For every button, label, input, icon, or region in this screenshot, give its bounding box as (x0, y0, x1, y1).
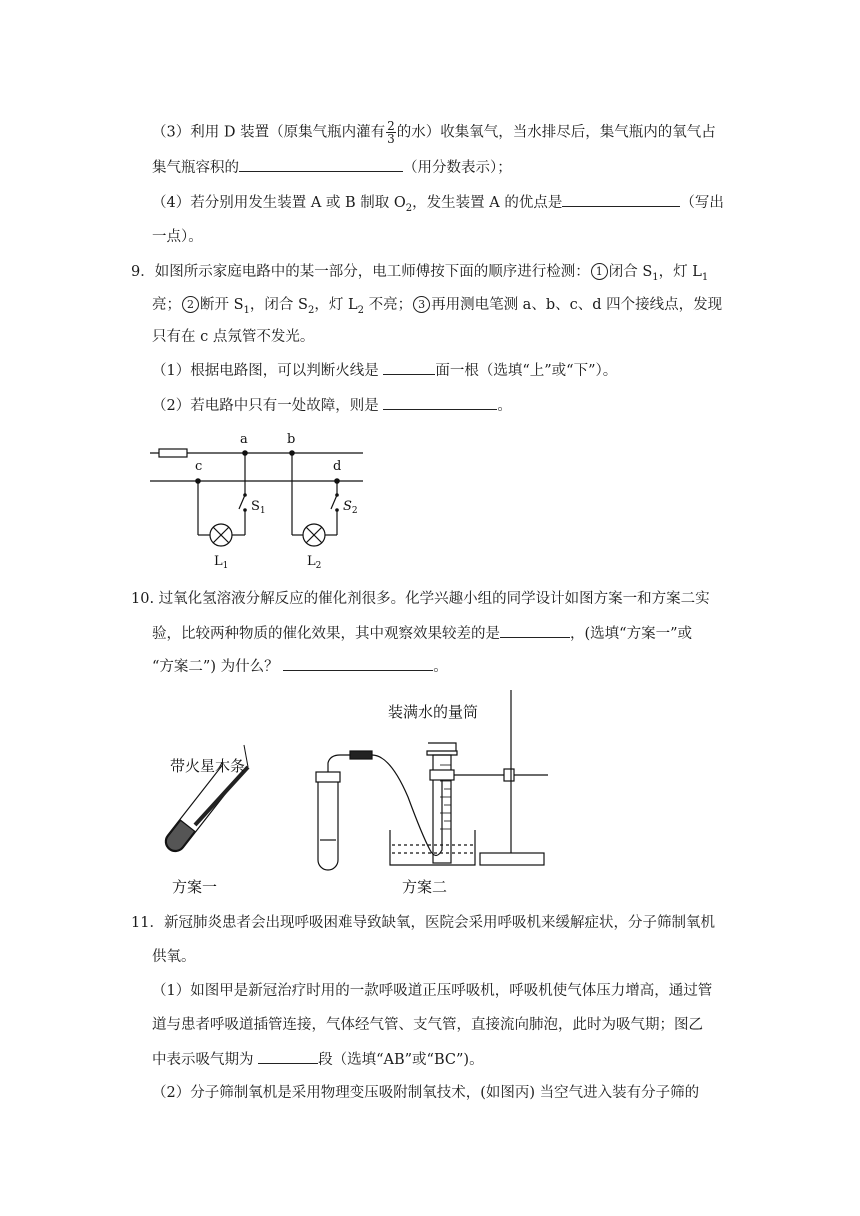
circuit-diagram (145, 425, 370, 575)
splint-label: 带火星木条 (170, 757, 246, 775)
q11-stem-line2: 供氧。 (152, 949, 196, 965)
q8-part4-line2: 一点）。 (152, 229, 203, 245)
fraction-two-thirds: $\frac{2}{3}$ (387, 119, 395, 146)
circled-number-2: 2 (182, 296, 199, 313)
q8-part3-line2: 集气瓶容积的 （用分数表示）； (152, 157, 512, 178)
label-b: b (287, 432, 296, 447)
label-c: c (195, 459, 203, 474)
q11-part1-line1: （1）如图甲是新冠治疗时用的一款呼吸道正压呼吸机，呼吸机使气体压力增高，通过管 (152, 983, 713, 999)
label-l1: $L_1$ (214, 554, 229, 571)
q10-stem-line2: 验，比较两种物质的催化效果，其中观察效果较差的是 ，(选填“方案一”或 (152, 623, 692, 644)
plan2-label: 方案二 (402, 878, 448, 896)
answer-blank-fault[interactable] (383, 395, 497, 410)
q9-stem-line1: 9．如图所示家庭电路中的某一部分，电工师傅按下面的顺序进行检测： 1 闭合 $S_1$，灯 $L_1$ (131, 264, 709, 283)
q10-stem-line3: “方案二”) 为什么？ 。 (152, 656, 448, 677)
q11-part2-line1: （2）分子筛制氧机是采用物理变压吸附制氧技术，(如图丙) 当空气进入装有分子筛的 (152, 1085, 700, 1101)
plan1-label: 方案一 (172, 878, 218, 896)
label-s2: $S_2$ (343, 499, 358, 516)
answer-blank-reason[interactable] (283, 656, 433, 671)
junction-a (242, 450, 248, 456)
q8-part4-line1: （4）若分别用发生装置 A 或 B 制取 $O_2$，发生装置 A 的优点是 （写出 (152, 192, 724, 219)
label-l2: $L_2$ (307, 554, 322, 571)
label-s1: $S_1$ (251, 499, 266, 516)
q11-part1-line2: 道与患者呼吸道插管连接，气体经气管、支气管，直接流向肺泡，此时为吸气期；图乙 (152, 1017, 703, 1033)
junction-d (334, 478, 340, 484)
q9-part1: （1）根据电路图，可以判断火线是 面一根（选填“上”或“下”）。 (152, 360, 617, 381)
answer-blank-plan[interactable] (500, 623, 570, 638)
junction-c (195, 478, 201, 484)
answer-blank-fraction[interactable] (239, 157, 403, 172)
circled-number-1: 1 (591, 263, 608, 280)
experiment-diagram (140, 685, 560, 900)
junction-b (289, 450, 295, 456)
q8-part3-line1: （3）利用 D 装置（原集气瓶内灌有 $\frac{2}{3}$ 的水）收集氧气，当水排尽后，集气瓶内的氧气占 (152, 119, 716, 146)
answer-blank-segment[interactable] (258, 1049, 318, 1064)
q9-stem-line3: 只有在 c 点氖管不发光。 (152, 329, 315, 345)
circled-number-3: 3 (413, 296, 430, 313)
glowing-splint (195, 767, 248, 825)
answer-blank-live-wire[interactable] (383, 360, 435, 375)
q11-stem-line1: 11．新冠肺炎患者会出现呼吸困难导致缺氧，医院会采用呼吸机来缓解症状，分子筛制氧机 (131, 915, 715, 931)
q9-part2: （2）若电路中只有一处故障，则是 。 (152, 395, 512, 416)
q10-stem-line1: 10. 过氧化氢溶液分解反应的催化剂很多。化学兴趣小组的同学设计如图方案一和方案二实 (131, 591, 710, 607)
q11-part1-line3: 中表示吸气期为 段（选填“AB”或“BC”)。 (152, 1049, 484, 1070)
answer-blank-advantage[interactable] (562, 192, 680, 207)
cylinder-label: 装满水的量筒 (388, 703, 479, 721)
label-a: a (240, 432, 248, 447)
q9-stem-line2: 亮； 2 断开 $S_1$，闭合 $S_2$，灯 $L_2$ 不亮； 3 再用测电笔测 a、b、c、d 四个接线点，发现 (152, 297, 723, 316)
label-d: d (333, 459, 342, 474)
